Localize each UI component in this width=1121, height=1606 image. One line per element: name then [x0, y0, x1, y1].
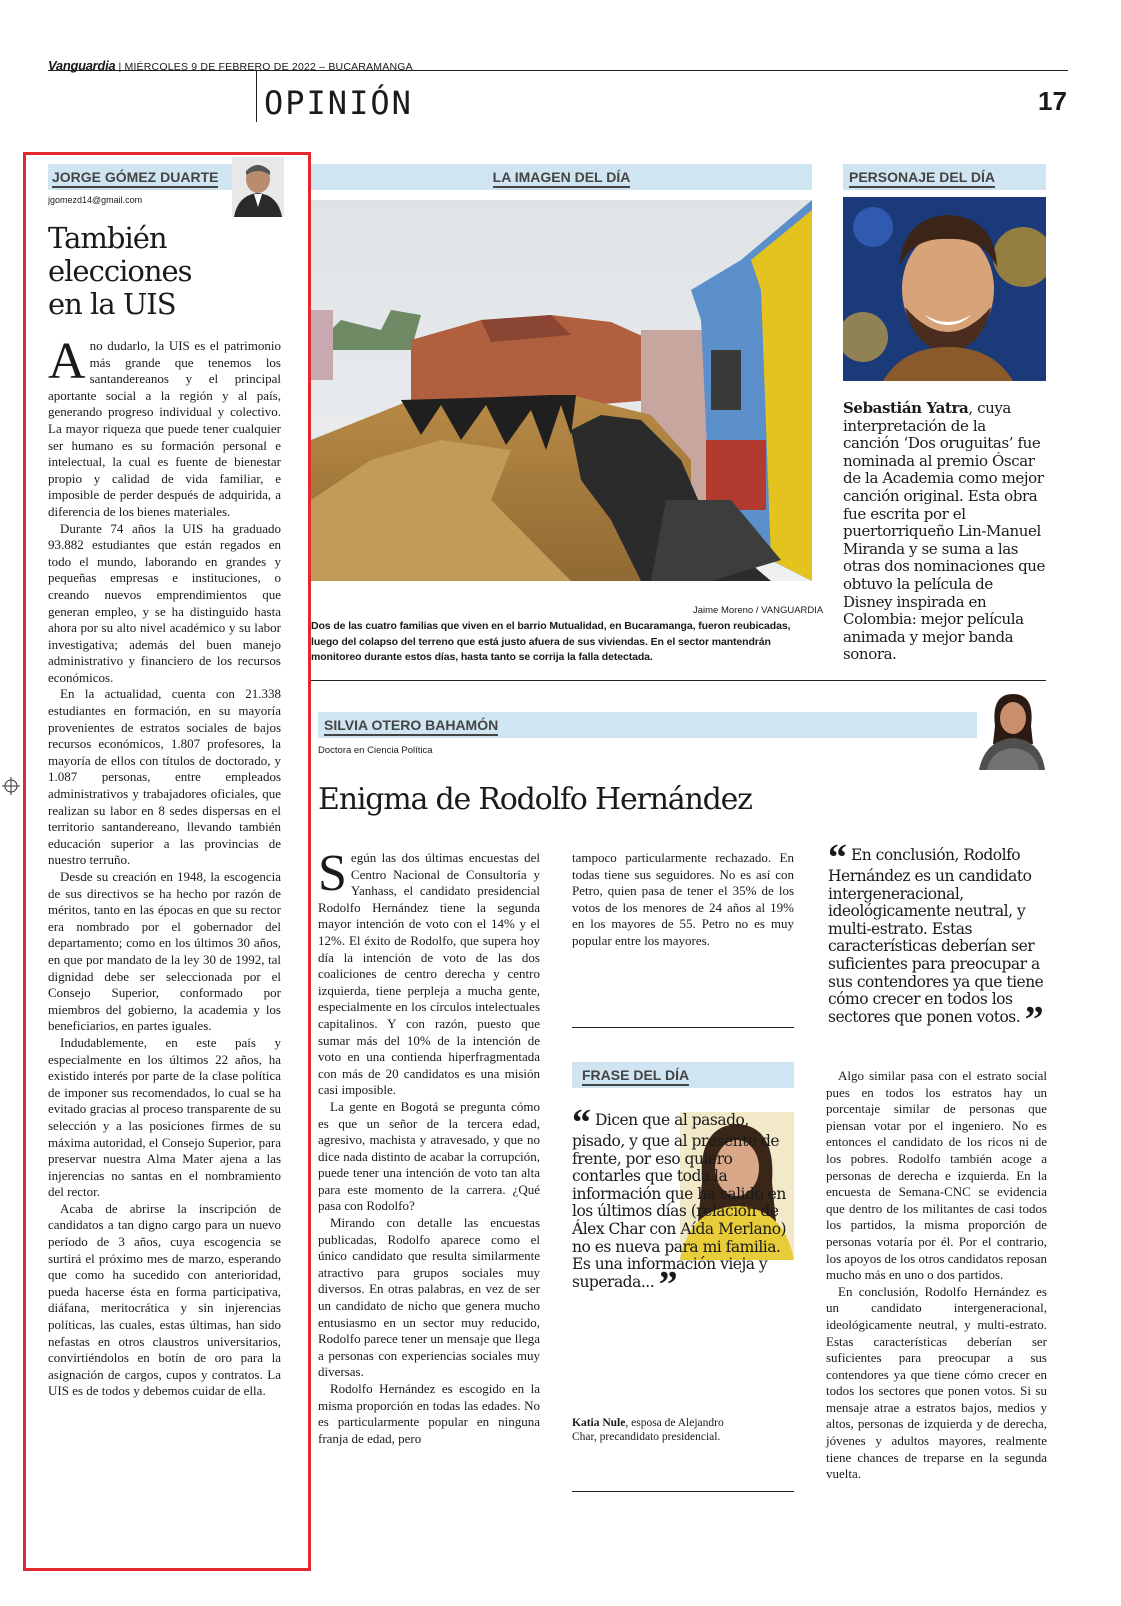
- column-rule: [572, 1027, 794, 1028]
- pull-quote: “ En conclusión, Rodolfo Hernández es un candidato intergeneracional, ideológicamente neutral, y multi-estrato. Estas características deberían ser suficientes para preocupar a sus contendores ya que tiene cómo crecer en todos los sectores que ponen votos. ”: [828, 837, 1044, 1041]
- paragraph: Algo similar pasa con el estrato social pues en todos los estratos hay un porcentaje similar de personas que piensan votar por el ingeniero. No es entonces el candidato de los ricos ni de los pobres. Rodolfo también acoge a personas de derecha e izquierda. En la encuesta de Semana-CNC se evidencia que dentro de los militantes de casi todos los partidos, la misma proporción de personas votaría por él. Por el contrario, los apoyos de los otros candidatos reposan mucho más en uno o dos partidos.: [826, 1068, 1047, 1283]
- paragraph: En la actualidad, cuenta con 21.338 estudiantes en formación, en su mayoría provenientes de estratos sociales de bajos recursos económicos, 1.807 profesores, la mayoría de ellos con títulos de doctorado, y 1.087 personas, entre empleados administrativos y trabajadores oficiales, que realizan su labor en 8 sedes dispersas en el territorio santandereano, llevando también educación superior a las provincias de nuestro terruño.: [48, 686, 281, 868]
- quote-of-day-tag: FRASE DEL DÍA: [572, 1062, 794, 1088]
- author-name: SILVIA OTERO BAHAMÓN: [324, 717, 498, 736]
- article-body-col3: [826, 1068, 1047, 1483]
- paragraph: Desde su creación en 1948, la escogencia de sus directivos se ha hecho por razón de méritos, tanto en las épocas en que su rector era nombrado por el gobernador del departamento; como en los últimos 30 años, en que por mandato de la ley 30 de 1992, tal dignidad debe ser seleccionada por el Consejo Superior, conformado por miembros del gobierno, la academia y los beneficiarios, en partes iguales.: [48, 869, 281, 1034]
- quote-author-name: Katia Nule: [572, 1417, 626, 1429]
- photo-credit: Jaime Moreno / VANGUARDIA: [693, 605, 824, 616]
- article-body-col2: [572, 850, 794, 950]
- quote-attribution: Katia Nule, esposa de Alejandro Char, precandidato presidencial.: [572, 1417, 724, 1443]
- paragraph: Según las dos últimas encuestas del Centro Nacional de Consultoría y Yanhass, el candidato presidencial Rodolfo Hernández tiene la segunda mayor intención de voto con el 14% y el 12%. El éxito de Rodolfo, que supera hoy día la intención de voto de las dos coaliciones de centro derecha y centro izquierda, tiene perpleja a mucha gente, especialmente en los círculos intelectuales capitalinos. Y con razón, puesto que sumar más del 10% de la intención de voto en una contienda hiperfragmentada con más de 20 candidatos es una misión casi imposible.: [318, 845, 540, 1098]
- paragraph: Ano dudarlo, la UIS es el patrimonio más grande que tenemos los santandereanos y el principal aportante social a la región y al país, generando progreso individual y colectivo. La mayor riqueza que puede tener cualquier ser humano es su formación personal e intelectual, la cual es fuente de bienestar propio y calidad de vida familiar, e imposible de perder después de adquirida, a diferencia de los bienes materiales.: [48, 333, 281, 519]
- section-separator: [311, 680, 1046, 681]
- paragraph: tampoco particularmente rechazado. En todas tiene sus seguidores. No es así con Petro, quien pasa de tener el 35% de los votos de los menores de 24 años al 19% en los mayores de 55. Petro no es muy popular entre los mayores.: [572, 850, 794, 948]
- photo-caption: Dos de las cuatro familias que viven en el barrio Mutualidad, en Bucaramanga, fueron reubicadas, luego del colapso del terreno que está justo afuera de sus viviendas. En el sector mantendrán monitoreo durante estos días, hasta tanto se corrija la falla detectada.: [311, 620, 791, 663]
- paragraph: Durante 74 años la UIS ha graduado 93.882 estudiantes que están regados en todo el mundo, laborando en grandes y pequeñas empresas e instituciones, o creando nuevos emprendimientos que generan empleo, y se ha distinguido hasta ahora por su alto nivel académico y su labor investigativa; además del buen manejo administrativo y financiero de los recursos económicos.: [48, 520, 281, 685]
- drop-cap: A: [48, 333, 86, 390]
- paragraph: Acaba de abrirse la inscripción de candidatos a tan digno cargo para un nuevo período de 3 años, cuya escogencia se surtirá el próximo mes de marzo, esperando que como ha sucedido con anterioridad, pueda hacerse ésta en forma participativa, diáfana, meritocrática y sin injerencias políticas, las cuales, estas últimas, han sido nefastas en otros claustros universitarios, convirtiéndolos en botín de oro para la asignación de cargos, cupos y contratos. La UIS es de todos y debemos cuidar de ella.: [48, 1200, 281, 1399]
- image-of-day-tag: LA IMAGEN DEL DÍA: [311, 164, 812, 190]
- author-role: Doctora en Ciencia Política: [318, 745, 433, 756]
- close-quote-icon: ”: [1024, 998, 1044, 1041]
- open-quote-icon: “: [572, 1102, 591, 1144]
- section-divider: [256, 70, 257, 122]
- drop-cap: S: [318, 845, 347, 902]
- person-of-day-tag: PERSONAJE DEL DÍA: [843, 164, 1046, 190]
- column-rule: [572, 1491, 794, 1492]
- section-title: OPINIÓN: [264, 84, 413, 122]
- dateline: | MIÉRCOLES 9 DE FEBRERO DE 2022 – BUCARAMANGA: [118, 61, 413, 73]
- author-tag: [318, 712, 983, 738]
- person-photo: [843, 197, 1046, 381]
- open-quote-icon: “: [828, 837, 847, 879]
- person-name: Sebastián Yatra: [843, 399, 969, 417]
- article-title: Enigma de Rodolfo Hernández: [318, 782, 752, 817]
- paragraph: Rodolfo Hernández es escogido en la misma proporción en todas las edades. No es particularmente popular en ninguna franja de edad, pero: [318, 1381, 540, 1446]
- author-email: jgomezd14@gmail.com: [48, 195, 143, 205]
- article-body: [48, 333, 281, 1400]
- author-photo: [977, 686, 1047, 770]
- news-photo: [311, 200, 812, 581]
- article-title: También elecciones en la UIS: [48, 221, 192, 321]
- author-photo: [232, 157, 284, 217]
- article-body-col1: [318, 845, 540, 1447]
- person-text: Sebastián Yatra, cuya interpretación de la canción ‘Dos oruguitas’ fue nominada al premio Óscar de la Academia como mejor canción original. Esta obra fue escrita por el puertorriqueño Lin-Manuel Miranda y se suma a las otras dos nominaciones que obtuvo la película de Disney inspirada en Colombia: mejor película animada y mejor banda sonora.: [843, 399, 1046, 664]
- paragraph: En conclusión, Rodolfo Hernández es un candidato intergeneracional, ideológicamente neutral, y multi-estrato. Estas características deberían ser suficientes para preocupar a sus contendores ya que tiene cómo crecer en todos los sectores que ponen votos. Si su mensaje atrae a estratos bajos, medios y altos, personas de izquierda y de derecha, jóvenes y adultos mayores, realmente tiene chances de treparse en la segunda vuelta.: [826, 1283, 1047, 1482]
- brand-logo: Vanguardia: [48, 58, 116, 73]
- header-rule: [48, 70, 1068, 71]
- registration-mark-icon: [2, 777, 20, 795]
- author-name: JORGE GÓMEZ DUARTE: [52, 169, 218, 188]
- close-quote-icon: ”: [658, 1263, 678, 1306]
- paragraph: La gente en Bogotá se pregunta cómo es que un señor de la tercera edad, agresivo, machista y atravesado, y que no dice nada distinto de acabar la corrupción, puede tener una intención de voto tan alta para este momento de la carrera. ¿Qué pasa con Rodolfo?: [318, 1098, 540, 1214]
- author-tag: [48, 164, 236, 190]
- paragraph: Indudablemente, en este país y especialmente en los últimos 22 años, ha existido interés por parte de la clase política de imponer sus recomendados, lo cual se ha evitado gracias al proceso transparente de su selección y a las posiciones firmes de su máxima autoridad, el Consejo Superior, para preservar nuestra Alma Mater ajena a las injerencias no santas en el nombramiento del rector.: [48, 1034, 281, 1200]
- paragraph: Mirando con detalle las encuestas publicadas, Rodolfo aparece como el único candidato que resulta similarmente atractivo para grupos sociales muy diversos. En otras palabras, en vez de ser un candidato de nicho que genera mucho entusiasmo en un sector muy reducido, Rodolfo parece tener un mensaje que llega a personas con experiencias sociales muy diversas.: [318, 1215, 540, 1380]
- page-number: 17: [1038, 86, 1067, 116]
- quote-of-day-text: “ Dicen que al pasado, pisado, y que al presente de frente, por eso quiero contarles que toda la información que ha salido en los últimos días (relación de Álex Char con Aída Merlano) no es nueva para mi familia. Es una información vieja y superada... ”: [572, 1102, 787, 1306]
